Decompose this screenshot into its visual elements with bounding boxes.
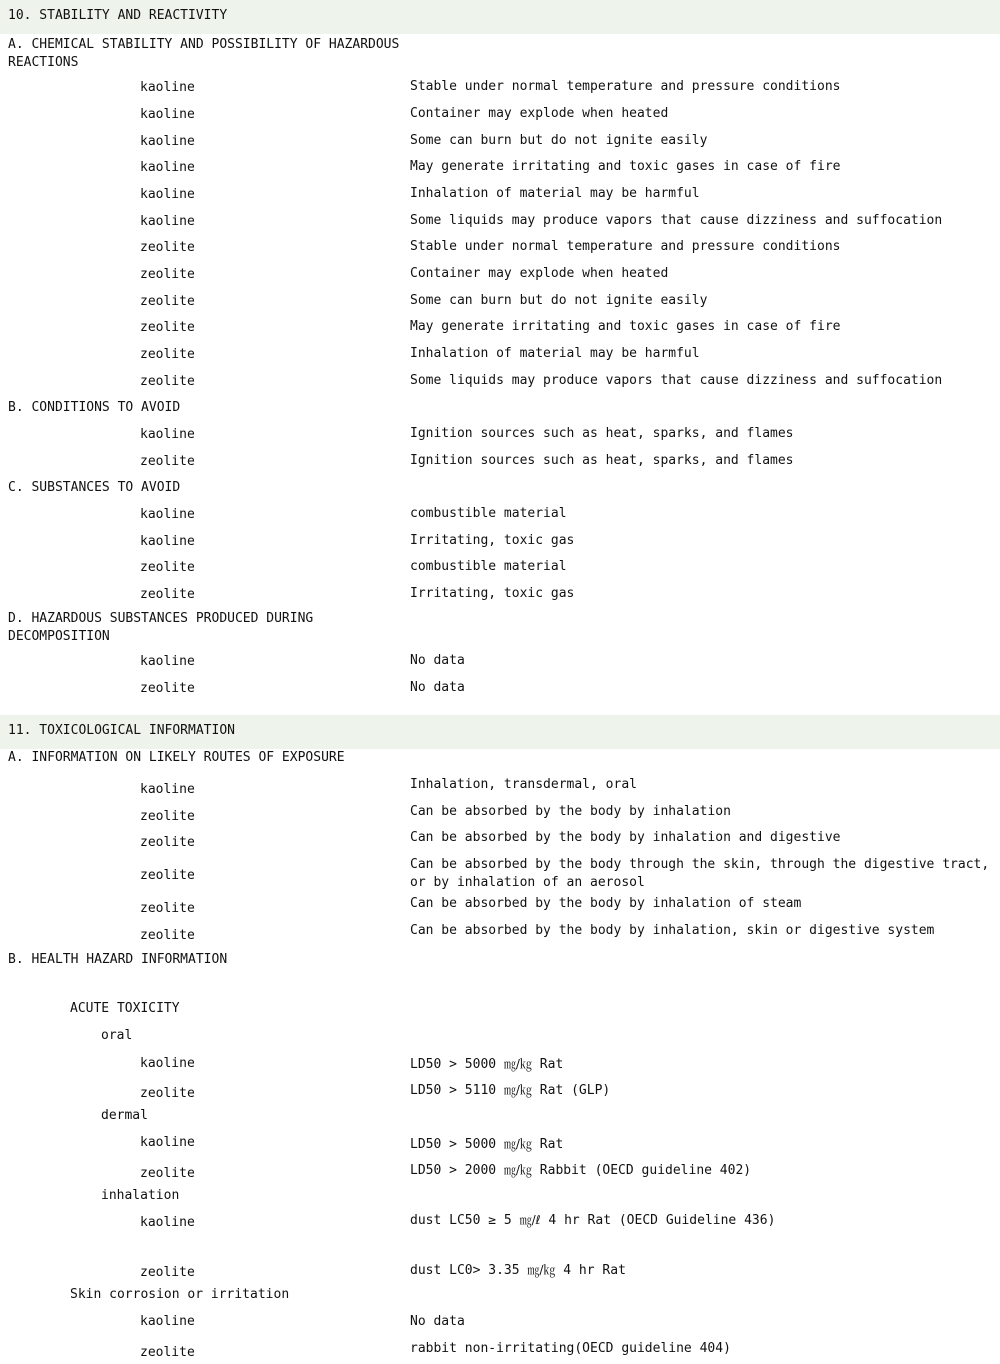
- substance-name: zeolite: [140, 1086, 195, 1101]
- subsection-11b-title: B. HEALTH HAZARD INFORMATION: [8, 952, 228, 967]
- substance-name: zeolite: [140, 928, 195, 943]
- substance-name: kaoline: [140, 1314, 195, 1329]
- section-10-title: 10. STABILITY AND REACTIVITY: [8, 8, 228, 23]
- unit-text: ㎎/ℓ: [519, 1213, 541, 1227]
- property-value: No data: [410, 1314, 465, 1329]
- property-value: Inhalation of material may be harmful: [410, 346, 700, 361]
- value-text: Rat (GLP): [531, 1083, 611, 1098]
- value-text: dust LC50 ≥ 5: [410, 1213, 520, 1228]
- property-value: Some liquids may produce vapors that cause dizziness and suffocation: [410, 213, 943, 228]
- substance-name: zeolite: [140, 294, 195, 309]
- substance-name: kaoline: [140, 80, 195, 95]
- unit-text: ㎎/㎏: [503, 1137, 532, 1151]
- toxicity-value: [410, 1211, 775, 1230]
- property-value: No data: [410, 680, 465, 695]
- value-text: 4 hr Rat (OECD Guideline 436): [540, 1213, 776, 1228]
- property-value: Some liquids may produce vapors that cause dizziness and suffocation: [410, 373, 943, 388]
- substance-name: zeolite: [140, 560, 195, 575]
- subsection-10a-title: A. CHEMICAL STABILITY AND POSSIBILITY OF HAZARDOUS REACTIONS: [8, 37, 400, 70]
- toxicity-value: [410, 1081, 610, 1100]
- subsection-11a-title: A. INFORMATION ON LIKELY ROUTES OF EXPOSURE: [8, 750, 345, 765]
- substance-name: kaoline: [140, 187, 195, 202]
- substance-name: kaoline: [140, 1135, 195, 1150]
- property-value: Can be absorbed by the body by inhalation and digestive: [410, 830, 841, 845]
- toxicity-value: [410, 1161, 751, 1180]
- substance-name: kaoline: [140, 1215, 195, 1230]
- substance-name: kaoline: [140, 214, 195, 229]
- value-text: LD50 > 5000: [410, 1137, 504, 1152]
- substance-name: zeolite: [140, 809, 195, 824]
- substance-name: zeolite: [140, 587, 195, 602]
- substance-name: zeolite: [140, 1166, 195, 1181]
- value-text: LD50 > 5000: [410, 1057, 504, 1072]
- property-value: Irritating, toxic gas: [410, 586, 575, 601]
- property-value: rabbit non-irritating(OECD guideline 404): [410, 1341, 731, 1356]
- property-value: Some can burn but do not ignite easily: [410, 133, 708, 148]
- unit-text: ㎎/㎏: [527, 1263, 556, 1277]
- acute-toxicity-heading: ACUTE TOXICITY: [70, 1001, 180, 1016]
- unit-text: ㎎/㎏: [503, 1083, 532, 1097]
- subsection-10c-title: C. SUBSTANCES TO AVOID: [8, 480, 181, 495]
- property-value: Some can burn but do not ignite easily: [410, 293, 708, 308]
- substance-name: kaoline: [140, 534, 195, 549]
- substance-name: zeolite: [140, 240, 195, 255]
- property-value: Can be absorbed by the body by inhalation of steam: [410, 896, 802, 911]
- unit-text: ㎎/㎏: [503, 1057, 532, 1071]
- substance-name: zeolite: [140, 868, 195, 883]
- route-dermal-label: dermal: [101, 1108, 148, 1123]
- substance-name: zeolite: [140, 267, 195, 282]
- value-text: LD50 > 5110: [410, 1083, 504, 1098]
- substance-name: kaoline: [140, 654, 195, 669]
- substance-name: kaoline: [140, 160, 195, 175]
- toxicity-value: [410, 1135, 563, 1154]
- subsection-10b-title: B. CONDITIONS TO AVOID: [8, 400, 181, 415]
- substance-name: zeolite: [140, 1265, 195, 1280]
- property-value: Can be absorbed by the body through the skin, through the digestive tract, or by inhalation of an aerosol: [410, 857, 990, 890]
- substance-name: zeolite: [140, 835, 195, 850]
- substance-name: kaoline: [140, 1056, 195, 1071]
- property-value: Stable under normal temperature and pressure conditions: [410, 79, 841, 94]
- property-value: No data: [410, 653, 465, 668]
- property-value: May generate irritating and toxic gases in case of fire: [410, 159, 841, 174]
- value-text: dust LC0> 3.35: [410, 1263, 528, 1278]
- toxicity-value: [410, 1055, 563, 1074]
- substance-name: zeolite: [140, 1345, 195, 1360]
- substance-name: zeolite: [140, 374, 195, 389]
- substance-name: zeolite: [140, 320, 195, 335]
- unit-text: ㎎/㎏: [503, 1163, 532, 1177]
- substance-name: zeolite: [140, 454, 195, 469]
- section-11-title: 11. TOXICOLOGICAL INFORMATION: [8, 723, 235, 738]
- value-text: Rat: [531, 1057, 564, 1072]
- substance-name: kaoline: [140, 507, 195, 522]
- substance-name: zeolite: [140, 901, 195, 916]
- substance-name: kaoline: [140, 427, 195, 442]
- property-value: Ignition sources such as heat, sparks, and flames: [410, 426, 794, 441]
- property-value: Can be absorbed by the body by inhalation, skin or digestive system: [410, 923, 935, 938]
- property-value: Inhalation, transdermal, oral: [410, 777, 637, 792]
- property-value: Container may explode when heated: [410, 106, 669, 121]
- property-value: Can be absorbed by the body by inhalation: [410, 804, 731, 819]
- property-value: Ignition sources such as heat, sparks, and flames: [410, 453, 794, 468]
- property-value: May generate irritating and toxic gases in case of fire: [410, 319, 841, 334]
- property-value: Stable under normal temperature and pressure conditions: [410, 239, 841, 254]
- property-value: combustible material: [410, 506, 567, 521]
- property-value: combustible material: [410, 559, 567, 574]
- substance-name: kaoline: [140, 134, 195, 149]
- subsection-10d-title: D. HAZARDOUS SUBSTANCES PRODUCED DURING DECOMPOSITION: [8, 611, 314, 644]
- value-text: Rabbit (OECD guideline 402): [531, 1163, 752, 1178]
- skin-corrosion-heading: Skin corrosion or irritation: [70, 1287, 290, 1302]
- route-inhalation-label: inhalation: [101, 1188, 180, 1203]
- value-text: 4 hr Rat: [555, 1263, 626, 1278]
- value-text: Rat: [531, 1137, 564, 1152]
- substance-name: zeolite: [140, 347, 195, 362]
- property-value: Inhalation of material may be harmful: [410, 186, 700, 201]
- substance-name: kaoline: [140, 782, 195, 797]
- value-text: LD50 > 2000: [410, 1163, 504, 1178]
- property-value: Irritating, toxic gas: [410, 533, 575, 548]
- route-oral-label: oral: [101, 1028, 133, 1043]
- substance-name: zeolite: [140, 681, 195, 696]
- substance-name: kaoline: [140, 107, 195, 122]
- property-value: Container may explode when heated: [410, 266, 669, 281]
- toxicity-value: [410, 1261, 626, 1280]
